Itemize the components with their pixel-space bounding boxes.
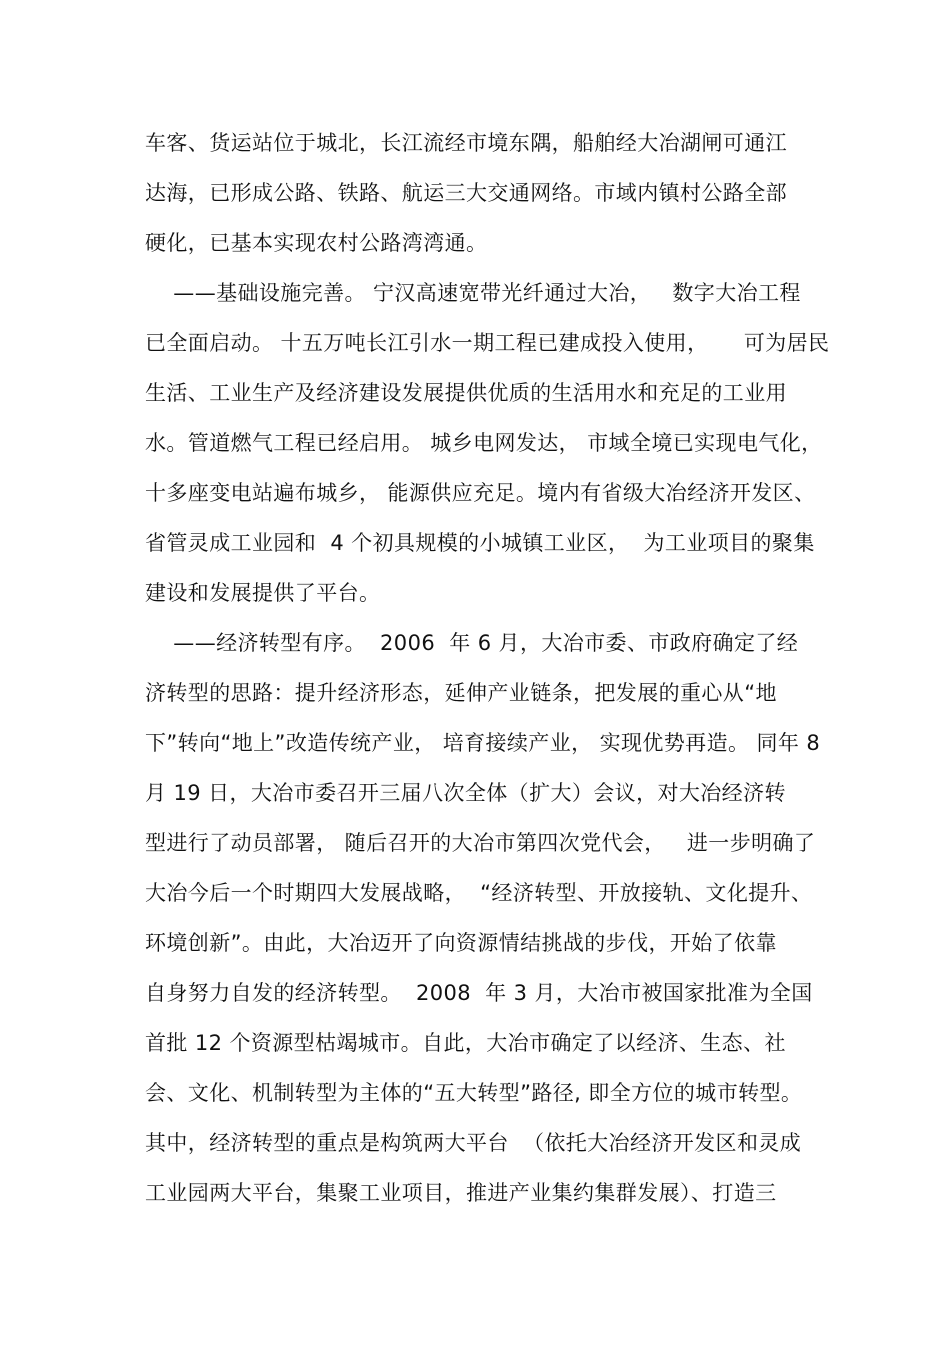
text-line: ——经济转型有序。 2006 年 6 月，大冶市委、市政府确定了经 (145, 631, 799, 655)
text-line: 自身努力自发的经济转型。 2008 年 3 月，大冶市被国家批准为全国 (145, 981, 813, 1005)
text-line: 达海，已形成公路、铁路、航运三大交通网络。市域内镇村公路全部 (145, 181, 787, 205)
text-line: 已全面启动。 十五万吨长江引水一期工程已建成投入使用， 可为居民 (145, 331, 830, 355)
text-line: 建设和发展提供了平台。 (145, 581, 381, 605)
text-line: 月 19 日，大冶市委召开三届八次全体（扩大）会议，对大冶经济转 (145, 781, 786, 805)
text-line: 济转型的思路：提升经济形态，延伸产业链条，把发展的重心从“地 (145, 681, 777, 705)
text-line: 生活、工业生产及经济建设发展提供优质的生活用水和充足的工业用 (145, 381, 787, 405)
text-line: 车客、货运站位于城北，长江流经市境东隅，船舶经大冶湖闸可通江 (145, 131, 787, 155)
text-line: 会、文化、机制转型为主体的“五大转型”路径, 即全方位的城市转型。 (145, 1081, 803, 1105)
text-line: 其中，经济转型的重点是构筑两大平台 （依托大冶经济开发区和灵成 (145, 1131, 802, 1155)
text-line: 大冶今后一个时期四大发展战略， “经济转型、开放接轨、文化提升、 (145, 881, 813, 905)
text-line: 水。管道燃气工程已经启用。 城乡电网发达， 市域全境已实现电气化， (145, 431, 823, 455)
text-line: 硬化，已基本实现农村公路湾湾通。 (145, 231, 488, 255)
text-line: 省管灵成工业园和 4 个初具规模的小城镇工业区， 为工业项目的聚集 (145, 531, 815, 555)
text-line: 十多座变电站遍布城乡， 能源供应充足。境内有省级大冶经济开发区、 (145, 481, 816, 505)
text-line: 工业园两大平台，集聚工业项目，推进产业集约集群发展）、打造三 (145, 1181, 777, 1205)
text-line: 型进行了动员部署， 随后召开的大冶市第四次党代会， 进一步明确了 (145, 831, 816, 855)
text-line: 下”转向“地上”改造传统产业， 培育接续产业， 实现优势再造。 同年 8 (145, 731, 821, 755)
text-line: 环境创新”。由此，大冶迈开了向资源情结挑战的步伐，开始了依靠 (145, 931, 777, 955)
text-line: ——基础设施完善。 宁汉高速宽带光纤通过大冶， 数字大冶工程 (145, 281, 801, 305)
text-line: 首批 12 个资源型枯竭城市。自此，大冶市确定了以经济、生态、社 (145, 1031, 786, 1055)
